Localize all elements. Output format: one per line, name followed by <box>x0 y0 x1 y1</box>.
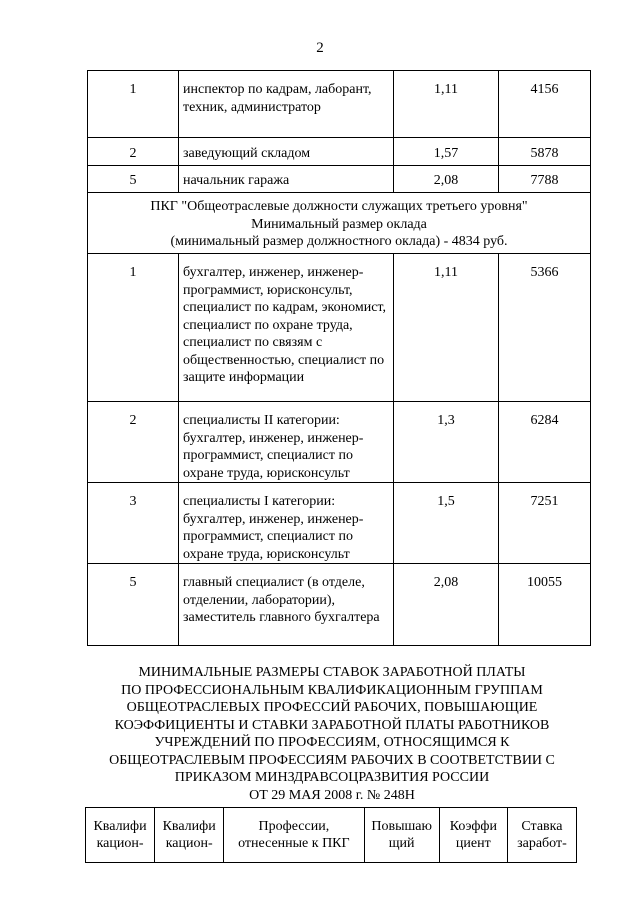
position-cell: бухгалтер, инженер, инженер-программист, юрисконсульт, специалист по кадрам, экономист, специалист по охране труда, специалист по связям с общественностью, специалист по защите информации <box>179 254 394 402</box>
salary-cell: 6284 <box>499 402 591 483</box>
heading-line: КОЭФФИЦИЕНТЫ И СТАВКИ ЗАРАБОТНОЙ ПЛАТЫ РАБОТНИКОВ <box>114 717 550 733</box>
page-number: 2 <box>316 40 324 56</box>
position-cell: инспектор по кадрам, лаборант, техник, администратор <box>179 71 394 138</box>
group-min-salary-value: (минимальный размер должностного оклада) - 4834 руб. <box>170 234 508 249</box>
heading-line: ОТ 29 МАЯ 2008 г. № 248Н <box>249 787 415 803</box>
position-cell: специалисты II категории: бухгалтер, инженер, инженер-программист, специалист по охране труда, юрисконсульт <box>179 402 394 483</box>
table-row <box>88 483 591 564</box>
position-cell: заведующий складом <box>179 138 394 166</box>
header-text: кацион- <box>165 836 213 851</box>
group-min-salary-label: Минимальный размер оклада <box>251 216 427 232</box>
coefficient-cell: 1,5 <box>394 483 499 564</box>
salary-cell: 10055 <box>499 564 591 646</box>
header-cell <box>224 808 364 863</box>
header-text: Повышаю <box>371 819 432 834</box>
salary-cell: 5878 <box>499 138 591 166</box>
header-cell <box>439 808 507 863</box>
salary-cell: 7251 <box>499 483 591 564</box>
qual-level-cell: 5 <box>88 166 179 193</box>
position-cell: начальник гаража <box>179 166 394 193</box>
table-row <box>88 166 591 193</box>
table-row <box>88 71 591 138</box>
table-row <box>88 564 591 646</box>
salary-table-continued <box>87 70 591 646</box>
header-text: Квалифи <box>162 819 216 834</box>
header-cell <box>364 808 439 863</box>
heading-line: ОБЩЕОТРАСЛЕВЫХ ПРОФЕССИЙ РАБОЧИХ, ПОВЫШАЮЩИЕ <box>126 700 538 715</box>
position-cell: главный специалист (в отделе, отделении, лаборатории), заместитель главного бухгалтера <box>179 564 394 646</box>
header-text: щий <box>388 836 415 851</box>
salary-cell: 7788 <box>499 166 591 193</box>
coefficient-cell: 2,08 <box>394 564 499 646</box>
salary-cell: 5366 <box>499 254 591 402</box>
group-title: ПКГ "Общеотраслевые должности служащих третьего уровня" <box>150 199 528 214</box>
header-text: кацион- <box>96 836 144 851</box>
qual-level-cell: 1 <box>88 254 179 402</box>
header-text: отнесенные к ПКГ <box>238 836 350 851</box>
coefficient-cell: 1,57 <box>394 138 499 166</box>
coefficient-cell: 1,11 <box>394 254 499 402</box>
heading-line: ПРИКАЗОМ МИНЗДРАВСОЦРАЗВИТИЯ РОССИИ <box>174 770 490 785</box>
header-text: Профессии, <box>258 819 330 834</box>
coefficient-cell: 1,11 <box>394 71 499 138</box>
qual-level-cell: 1 <box>88 71 179 138</box>
section-heading <box>82 664 582 804</box>
coefficient-cell: 2,08 <box>394 166 499 193</box>
coefficient-cell: 1,3 <box>394 402 499 483</box>
heading-line: МИНИМАЛЬНЫЕ РАЗМЕРЫ СТАВОК ЗАРАБОТНОЙ ПЛАТЫ <box>138 665 526 680</box>
table-row <box>88 254 591 402</box>
group-header-cell <box>88 193 591 254</box>
rates-table-header <box>85 807 577 863</box>
group-header-row <box>88 193 591 254</box>
header-text: Квалифи <box>93 819 147 834</box>
header-cell <box>507 808 576 863</box>
header-cell <box>86 808 155 863</box>
table-row <box>88 138 591 166</box>
salary-cell: 4156 <box>499 71 591 138</box>
header-text: Ставка <box>521 819 563 834</box>
table-row <box>88 402 591 483</box>
qual-level-cell: 2 <box>88 402 179 483</box>
qual-level-cell: 5 <box>88 564 179 646</box>
header-text: Коэффи <box>449 819 497 834</box>
heading-line: ОБЩЕОТРАСЛЕВЫМ ПРОФЕССИЯМ РАБОЧИХ В СООТВЕТСТВИИ С <box>109 752 555 768</box>
qual-level-cell: 2 <box>88 138 179 166</box>
heading-line: ПО ПРОФЕССИОНАЛЬНЫМ КВАЛИФИКАЦИОННЫМ ГРУППАМ <box>121 682 543 698</box>
header-text: циент <box>455 836 491 851</box>
header-cell <box>155 808 224 863</box>
position-cell: специалисты I категории: бухгалтер, инженер, инженер-программист, специалист по охране труда, юрисконсульт <box>179 483 394 564</box>
header-row <box>86 808 577 863</box>
heading-line: УЧРЕЖДЕНИЙ ПО ПРОФЕССИЯМ, ОТНОСЯЩИМСЯ К <box>154 735 510 750</box>
header-text: заработ- <box>517 836 567 851</box>
qual-level-cell: 3 <box>88 483 179 564</box>
